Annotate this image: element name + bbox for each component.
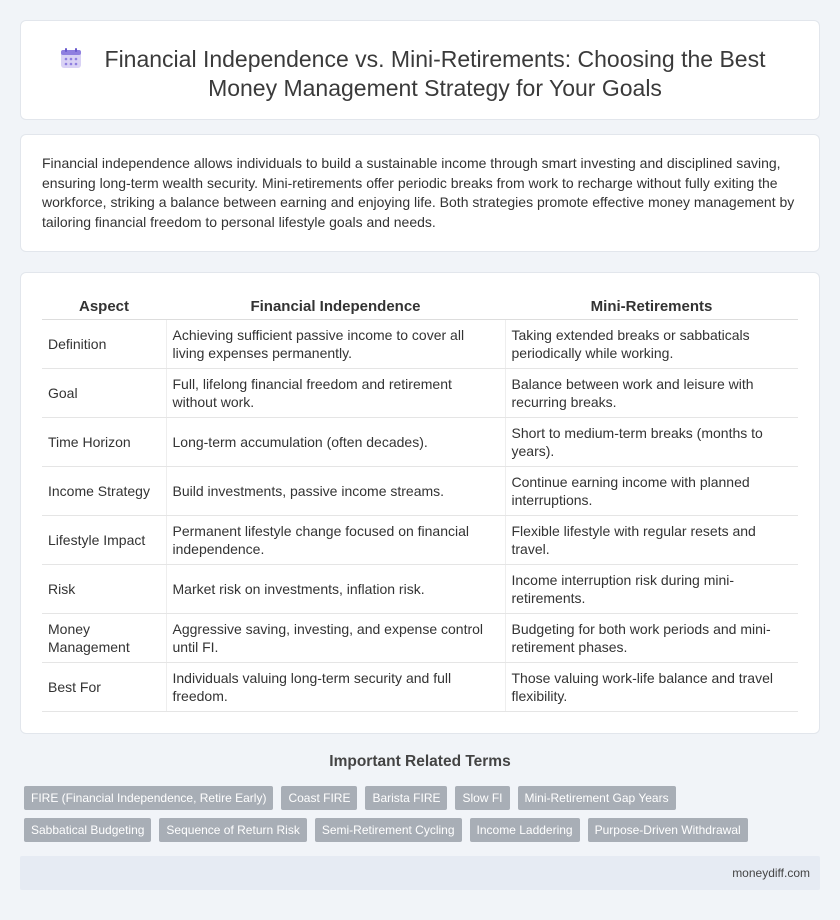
row-fi: Full, lifelong financial freedom and retirement without work. (166, 368, 505, 417)
row-mr: Balance between work and leisure with recurring breaks. (505, 368, 798, 417)
footer-site[interactable]: moneydiff.com (732, 866, 810, 880)
row-fi: Individuals valuing long-term security and full freedom. (166, 662, 505, 711)
comparison-card (20, 272, 820, 734)
row-mr: Continue earning income with planned interruptions. (505, 466, 798, 515)
table-header-row (42, 295, 798, 319)
intro-card (20, 134, 820, 252)
row-fi: Market risk on investments, inflation risk. (166, 564, 505, 613)
tag-sequence-of-return-risk[interactable]: Sequence of Return Risk (159, 818, 306, 842)
table-row (42, 368, 798, 417)
tag-mini-retirement-gap-years[interactable]: Mini-Retirement Gap Years (518, 786, 676, 810)
row-mr: Short to medium-term breaks (months to years). (505, 417, 798, 466)
row-aspect: Time Horizon (42, 417, 166, 466)
tag-purpose-driven-withdrawal[interactable]: Purpose-Driven Withdrawal (588, 818, 748, 842)
row-aspect: Best For (42, 662, 166, 711)
row-fi: Aggressive saving, investing, and expense control until FI. (166, 613, 505, 662)
intro-paragraph: Financial independence allows individuals to build a sustainable income through smart investing and disciplined saving, ensuring long-term wealth security. Mini-retirements offer periodic breaks from work to recharge without fully exiting the workforce, striking a balance between earning and enjoying life. Both strategies promote effective money management by tailoring financial freedom to personal lifestyle goals and needs. (42, 155, 795, 230)
tag-fire[interactable]: FIRE (Financial Independence, Retire Early) (24, 786, 273, 810)
related-terms-title: Important Related Terms (329, 753, 511, 770)
row-aspect: Lifestyle Impact (42, 515, 166, 564)
row-aspect: Income Strategy (42, 466, 166, 515)
tag-barista-fire[interactable]: Barista FIRE (365, 786, 447, 810)
row-fi: Achieving sufficient passive income to cover all living expenses permanently. (166, 319, 505, 368)
row-mr: Those valuing work-life balance and travel flexibility. (505, 662, 798, 711)
row-aspect: Money Management (42, 613, 166, 662)
tag-income-laddering[interactable]: Income Laddering (470, 818, 580, 842)
related-tags (24, 786, 804, 842)
row-mr: Taking extended breaks or sabbaticals periodically while working. (505, 319, 798, 368)
page-title: Financial Independence vs. Mini-Retirements: Choosing the Best Money Management Strategy for Your Goals (104, 46, 766, 101)
table-row (42, 662, 798, 711)
tag-coast-fire[interactable]: Coast FIRE (281, 786, 357, 810)
table-row (42, 515, 798, 564)
row-fi: Permanent lifestyle change focused on financial independence. (166, 515, 505, 564)
table-row (42, 466, 798, 515)
row-aspect: Goal (42, 368, 166, 417)
table-row (42, 417, 798, 466)
table-row (42, 319, 798, 368)
tag-slow-fi[interactable]: Slow FI (455, 786, 509, 810)
footer (20, 856, 820, 890)
comparison-table (42, 295, 798, 712)
tag-semi-retirement-cycling[interactable]: Semi-Retirement Cycling (315, 818, 462, 842)
row-mr: Budgeting for both work periods and mini-retirement phases. (505, 613, 798, 662)
row-fi: Build investments, passive income streams. (166, 466, 505, 515)
table-row (42, 613, 798, 662)
row-mr: Income interruption risk during mini-retirements. (505, 564, 798, 613)
header-financial-independence: Financial Independence (166, 295, 505, 319)
row-aspect: Definition (42, 319, 166, 368)
header-mini-retirements: Mini-Retirements (505, 295, 798, 319)
row-mr: Flexible lifestyle with regular resets and travel. (505, 515, 798, 564)
title-card (20, 20, 820, 120)
tag-sabbatical-budgeting[interactable]: Sabbatical Budgeting (24, 818, 151, 842)
row-fi: Long-term accumulation (often decades). (166, 417, 505, 466)
table-row (42, 564, 798, 613)
row-aspect: Risk (42, 564, 166, 613)
header-aspect: Aspect (42, 295, 166, 319)
